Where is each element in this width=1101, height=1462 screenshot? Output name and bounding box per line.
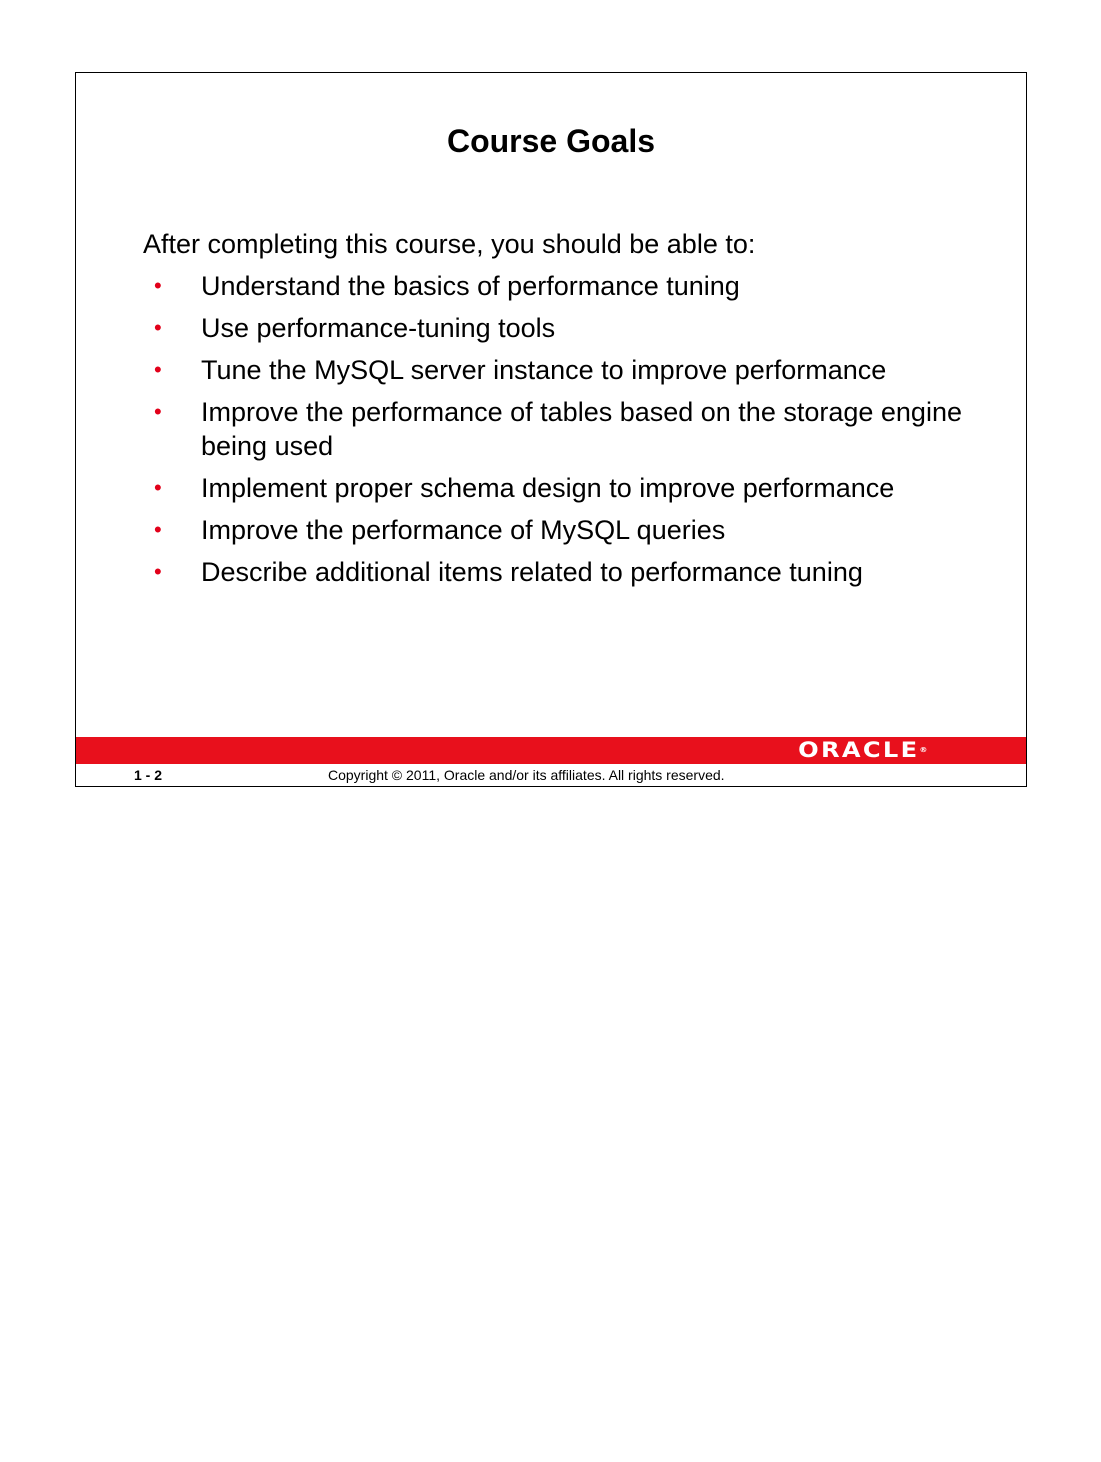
list-item bbox=[143, 555, 1003, 589]
bullet-icon: • bbox=[154, 517, 162, 542]
logo-text: ORACLE bbox=[797, 738, 919, 762]
goal-text: Use performance-tuning tools bbox=[201, 313, 556, 343]
bullet-icon: • bbox=[154, 475, 162, 500]
list-item bbox=[143, 513, 1003, 547]
copyright-notice: Copyright © 2011, Oracle and/or its affiliates. All rights reserved. bbox=[328, 767, 725, 783]
list-item bbox=[143, 395, 1003, 463]
bullet-icon: • bbox=[154, 559, 162, 584]
slide-title: Course Goals bbox=[446, 123, 656, 159]
page-number: 1 - 2 bbox=[134, 767, 163, 783]
list-item bbox=[143, 269, 1003, 303]
footer bbox=[76, 764, 1026, 786]
oracle-logo bbox=[798, 739, 927, 762]
bullet-icon: • bbox=[154, 357, 162, 382]
bullet-icon: • bbox=[154, 315, 162, 340]
goal-text: Improve the performance of MySQL queries bbox=[201, 515, 726, 545]
bullet-icon: • bbox=[154, 399, 162, 424]
list-item bbox=[143, 471, 1003, 505]
footer-band bbox=[76, 737, 1026, 764]
goals-list bbox=[143, 269, 1003, 597]
list-item bbox=[143, 311, 1003, 345]
goal-text: Understand the basics of performance tuning bbox=[201, 271, 740, 301]
goal-text: Implement proper schema design to improve performance bbox=[201, 473, 895, 503]
trademark-icon: ® bbox=[918, 746, 927, 754]
intro-text: After completing this course, you should be able to: bbox=[143, 229, 756, 259]
goal-text: Improve the performance of tables based on the storage engine being used bbox=[201, 397, 962, 461]
goal-text: Tune the MySQL server instance to improve performance bbox=[201, 355, 887, 385]
goal-text: Describe additional items related to performance tuning bbox=[201, 557, 863, 587]
list-item bbox=[143, 353, 1003, 387]
bullet-icon: • bbox=[154, 273, 162, 298]
slide bbox=[75, 72, 1027, 787]
